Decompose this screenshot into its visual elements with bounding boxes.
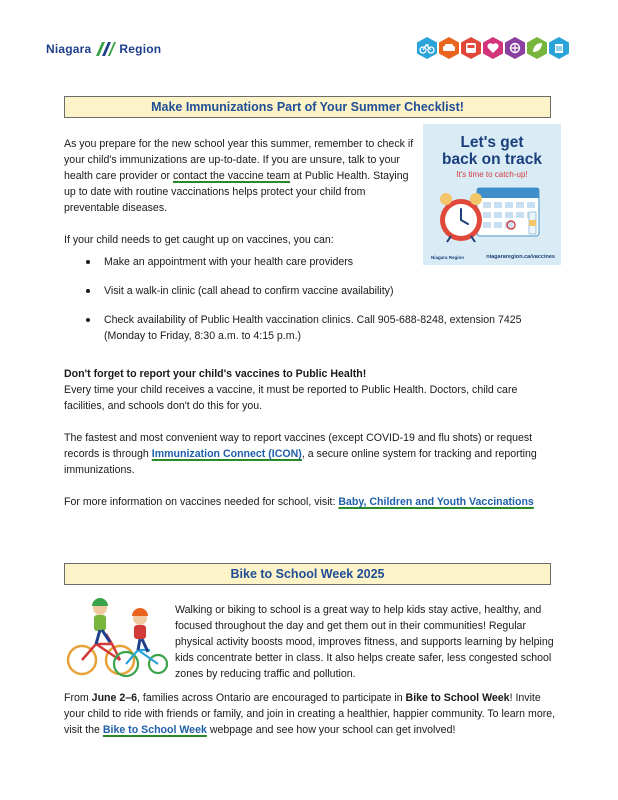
caught-up-text: If your child needs to get caught up on vaccines, you can: — [64, 234, 334, 246]
bike-section-title: Bike to School Week 2025 — [64, 563, 551, 585]
niagara-region-logo[interactable] — [46, 39, 161, 59]
bike-intro-paragraph: Walking or biking to school is a great way to help kids stay active, healthy, and focused throughout the day and get them out in their communities! Regular physical activity boosts mood, improves fitness, and supports learning by helping kids concentrate better in class. It also helps create safer, less congested school zones by reducing traffic and pollution. — [175, 604, 554, 680]
bus-icon — [461, 37, 481, 59]
vaccine-options-list — [82, 254, 552, 357]
community-icon — [505, 37, 525, 59]
list-item: Visit a walk-in clinic (call ahead to confirm vaccine availability) — [82, 283, 552, 299]
building-icon — [549, 37, 569, 59]
poster-title-line1: Let's get — [460, 134, 524, 151]
bike-to-school-week-link[interactable]: Bike to School Week — [102, 724, 207, 736]
kids-biking-illustration — [66, 594, 168, 678]
list-item: Check availability of Public Health vaccination clinics. Call 905-688-8248, extension 7425 (Monday to Friday, 8:30 a.m. to 4:15 p.m.) — [82, 312, 552, 344]
leaf-icon — [527, 37, 547, 59]
contact-vaccine-team-link[interactable]: contact the vaccine team — [172, 170, 291, 182]
immunization-connect-link[interactable]: Immunization Connect (ICON) — [151, 448, 302, 460]
poster-logo: Niagara Region — [431, 255, 465, 260]
icon-paragraph: The fastest and most convenient way to report vaccines (except COVID-19 and flu shots) or request records is through Immunization Connect (ICON), a secure online system for tracking and reporting immunizations. — [64, 432, 537, 476]
logo-mark-icon — [94, 42, 116, 56]
logo-text-right: Region — [119, 42, 162, 56]
report-vaccines-paragraph: Don't forget to report your child's vaccines to Public Health! Every time your child receives a vaccine, it must be reported to Public Health. Doctors, child care facilities, and schools don't do this for you. — [64, 368, 518, 412]
poster-subtitle: It's time to catch-up! — [456, 170, 528, 179]
bike-week-dates: June 2–6 — [91, 692, 138, 704]
alarm-clock-calendar-illustration — [437, 182, 549, 248]
report-heading: Don't forget to report your child's vaccines to Public Health! — [64, 368, 367, 380]
bike-icon — [417, 37, 437, 59]
logo-text-left: Niagara — [46, 42, 92, 56]
bike-week-paragraph: From June 2–6, families across Ontario are encouraged to participate in Bike to School Week! Invite your child to ride with friends or family, and join in creating a healthier, happier community. To learn more, visit the Bike to School Week webpage and see how your school can get involved! — [64, 692, 556, 736]
header-icon-row — [417, 37, 569, 59]
heart-icon — [483, 37, 503, 59]
list-item: Make an appointment with your health care providers — [82, 254, 552, 270]
car-icon — [439, 37, 459, 59]
vaccinations-page-link[interactable]: Baby, Children and Youth Vaccinations — [338, 496, 534, 508]
more-info-paragraph: For more information on vaccines needed for school, visit: Baby, Children and Youth Vaccinations — [64, 496, 534, 508]
immunization-intro: As you prepare for the new school year this summer, remember to check if your child's immunizations are up-to-date. If you are unsure, talk to your health care provider or contact the vaccine team at Public Health. Staying up to date with routine vaccinations helps protect your child from preventable diseases. — [64, 138, 414, 214]
immunization-section-title: Make Immunizations Part of Your Summer Checklist! — [64, 96, 551, 118]
bike-week-event: Bike to School Week — [405, 692, 510, 704]
catch-up-poster — [423, 124, 561, 265]
poster-title-line2: back on track — [442, 151, 542, 168]
poster-url: niagararegion.ca/vaccines — [486, 254, 555, 260]
